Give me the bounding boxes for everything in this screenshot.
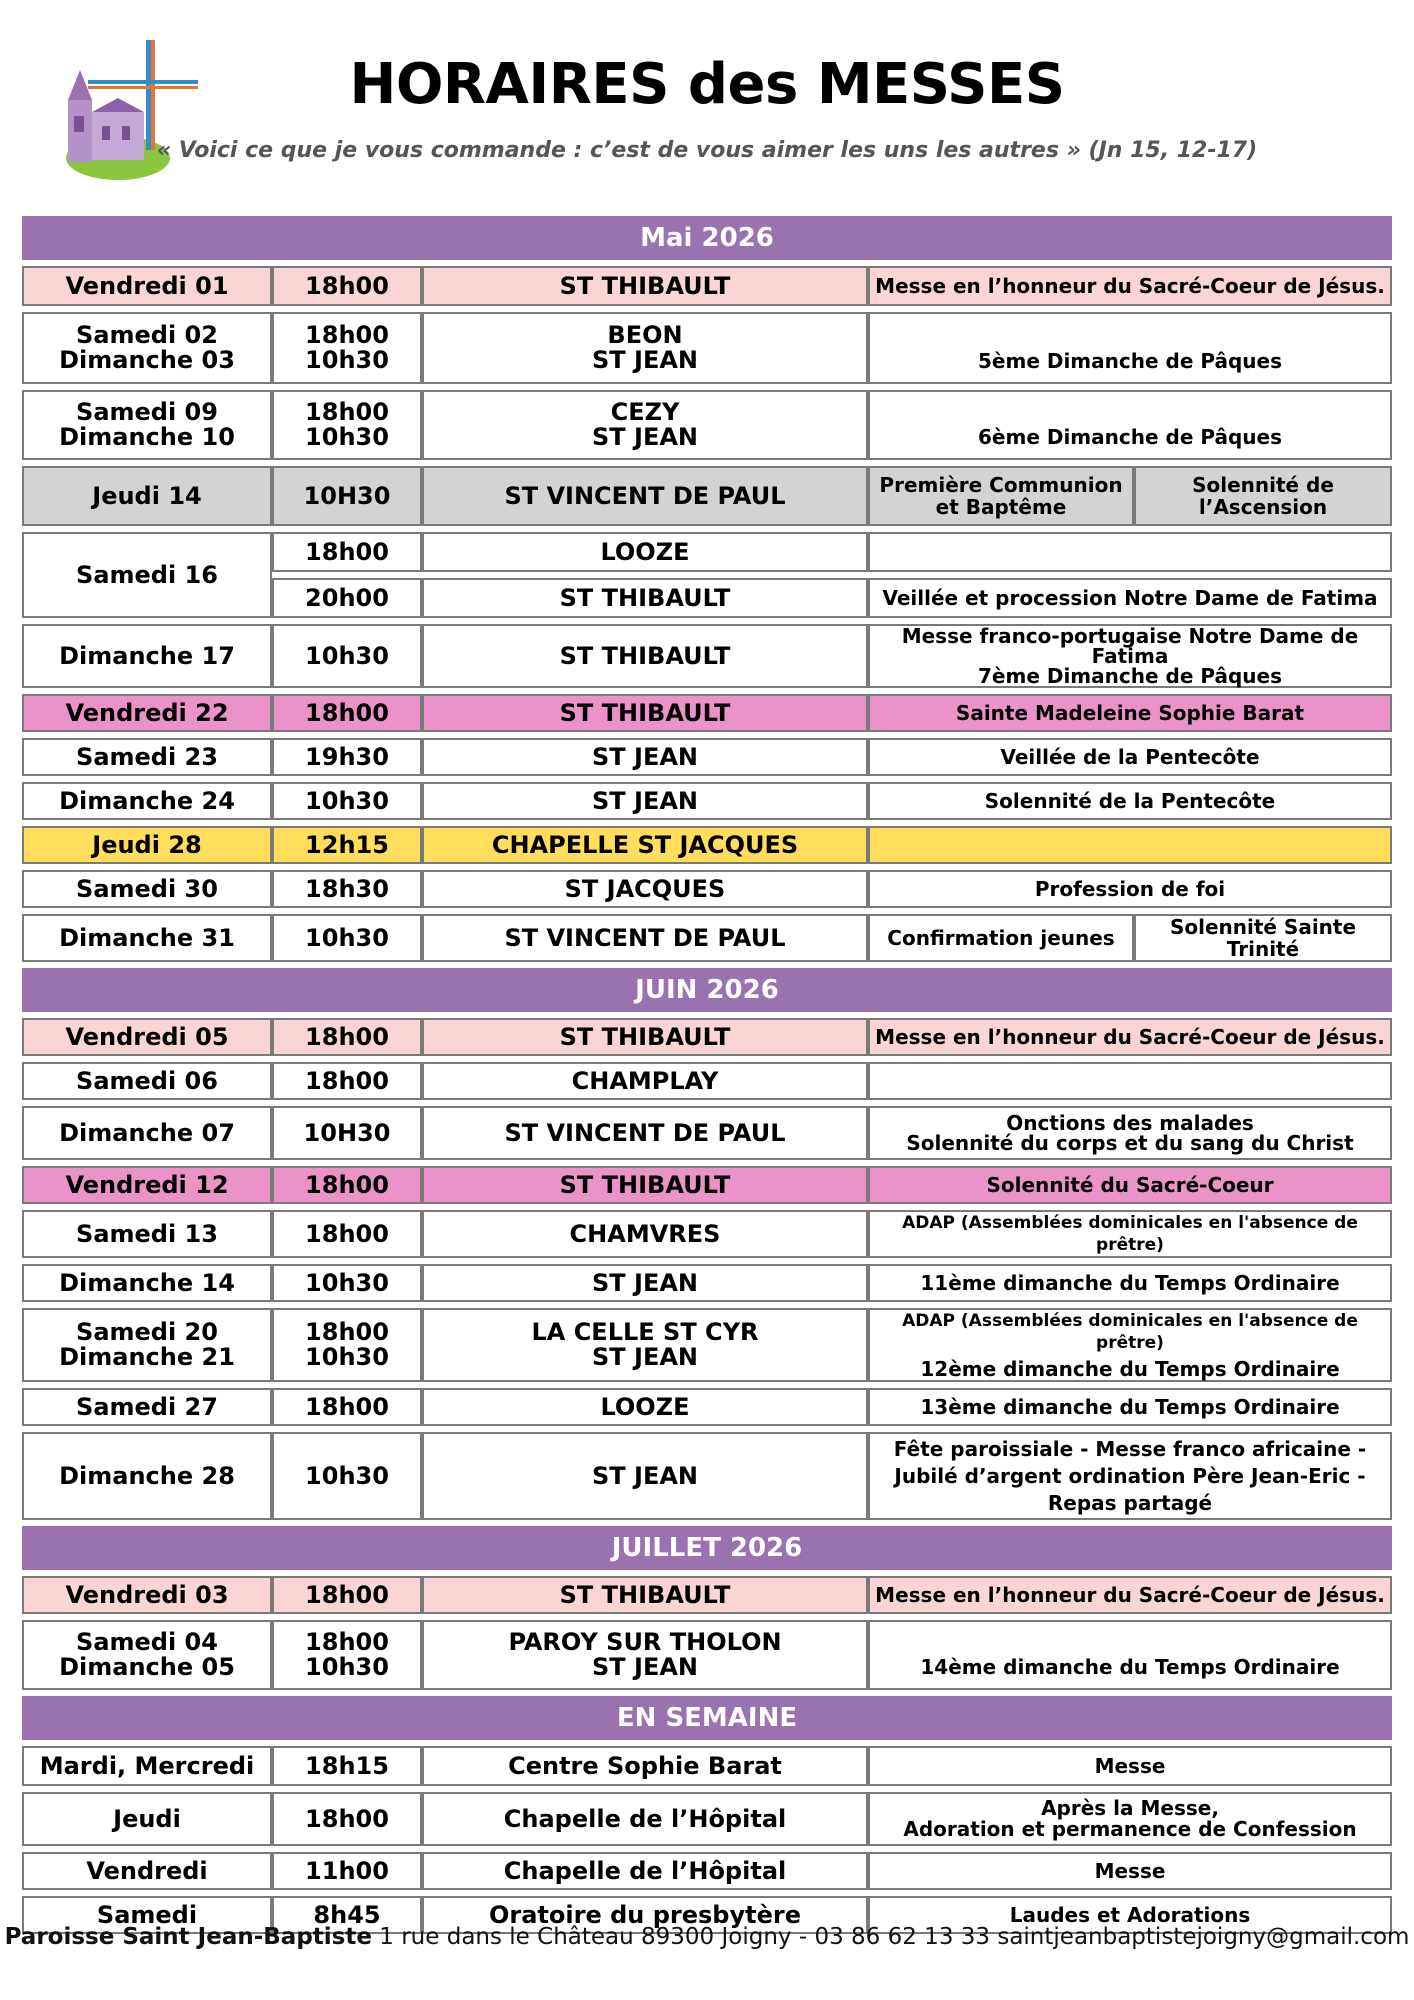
note-cell: Messe en l’honneur du Sacré-Coeur de Jésus. <box>868 1576 1392 1614</box>
note-cell: Confirmation jeunes <box>868 914 1134 962</box>
place-cell: BEON ST JEAN <box>422 312 868 384</box>
day-cell: Samedi 04 Dimanche 05 <box>22 1620 272 1690</box>
parish-name: Paroisse Saint Jean-Baptiste <box>4 1924 372 1950</box>
place-cell: CHAPELLE ST JACQUES <box>422 826 868 864</box>
place-cell: LOOZE <box>422 532 868 572</box>
time-cell: 18h00 <box>272 1210 422 1258</box>
time-cell: 18h00 <box>272 266 422 306</box>
note-cell: Messe en l’honneur du Sacré-Coeur de Jésus. <box>868 1018 1392 1056</box>
parish-address: 1 rue dans le Château 89300 Joigny - 03 86 62 13 33 saintjeanbaptistejoigny@gmail.com <box>371 1924 1410 1950</box>
note-cell: 13ème dimanche du Temps Ordinaire <box>868 1388 1392 1426</box>
time-cell: 18h00 <box>272 1166 422 1204</box>
table-row <box>22 826 1392 864</box>
table-row <box>22 1018 1392 1056</box>
day-cell: Vendredi <box>22 1852 272 1890</box>
table-row <box>22 1106 1392 1160</box>
place-cell: ST JEAN <box>422 1264 868 1302</box>
place-cell: ST THIBAULT <box>422 694 868 732</box>
day-cell: Samedi 30 <box>22 870 272 908</box>
place-cell: Chapelle de l’Hôpital <box>422 1852 868 1890</box>
table-row <box>22 1792 1392 1846</box>
day-cell: Samedi 09 Dimanche 10 <box>22 390 272 460</box>
time-cell: 12h15 <box>272 826 422 864</box>
note-cell: Sainte Madeleine Sophie Barat <box>868 694 1392 732</box>
note-cell: Veillée et procession Notre Dame de Fatima <box>868 578 1392 618</box>
time-cell: 10h30 <box>272 914 422 962</box>
place-cell: CHAMPLAY <box>422 1062 868 1100</box>
time-cell: 10h30 <box>272 624 422 688</box>
day-cell: Vendredi 22 <box>22 694 272 732</box>
time-cell: 18h00 <box>272 1576 422 1614</box>
mass-schedule-table <box>22 216 1392 1934</box>
table-row <box>22 738 1392 776</box>
place-cell: ST JACQUES <box>422 870 868 908</box>
note-cell: 5ème Dimanche de Pâques <box>868 312 1392 384</box>
place-cell: LA CELLE ST CYR ST JEAN <box>422 1308 868 1382</box>
time-cell: 18h00 <box>272 532 422 572</box>
place-cell: ST JEAN <box>422 782 868 820</box>
table-row <box>22 1308 1392 1382</box>
note-cell: Solennité du Sacré-Coeur <box>868 1166 1392 1204</box>
day-cell: Jeudi 14 <box>22 466 272 526</box>
time-cell: 10h30 <box>272 782 422 820</box>
time-cell: 18h00 <box>272 694 422 732</box>
day-cell: Dimanche 31 <box>22 914 272 962</box>
time-cell: 18h00 10h30 <box>272 312 422 384</box>
table-row <box>22 1576 1392 1614</box>
note-cell <box>868 1062 1392 1100</box>
table-row <box>22 1166 1392 1204</box>
time-cell: 11h00 <box>272 1852 422 1890</box>
day-cell: Vendredi 05 <box>22 1018 272 1056</box>
day-cell: Samedi 06 <box>22 1062 272 1100</box>
note-cell: Messe <box>868 1852 1392 1890</box>
time-cell: 18h00 10h30 <box>272 390 422 460</box>
table-row <box>22 466 1392 526</box>
table-row <box>22 1264 1392 1302</box>
time-cell: 18h30 <box>272 870 422 908</box>
table-row <box>22 390 1392 460</box>
note-cell: Après la Messe, Adoration et permanence de Confession <box>868 1792 1392 1846</box>
time-cell: 18h00 <box>272 1792 422 1846</box>
note-cell: Première Communion et Baptême <box>868 466 1134 526</box>
note-cell: Laudes et Adorations <box>868 1896 1392 1934</box>
place-cell: ST THIBAULT <box>422 1576 868 1614</box>
time-cell: 18h00 <box>272 1018 422 1056</box>
day-cell: Vendredi 01 <box>22 266 272 306</box>
time-cell: 19h30 <box>272 738 422 776</box>
note-cell: ADAP (Assemblées dominicales en l'absence de prêtre) <box>868 1210 1392 1258</box>
place-cell: Centre Sophie Barat <box>422 1746 868 1786</box>
table-row <box>22 1432 1392 1520</box>
note-cell <box>868 532 1392 572</box>
place-cell: ST THIBAULT <box>422 266 868 306</box>
time-cell: 18h15 <box>272 1746 422 1786</box>
place-cell: CEZY ST JEAN <box>422 390 868 460</box>
table-row <box>22 870 1392 908</box>
place-cell: ST VINCENT DE PAUL <box>422 914 868 962</box>
section-header-semaine: EN SEMAINE <box>22 1696 1392 1740</box>
section-header-mai: Mai 2026 <box>22 216 1392 260</box>
place-cell: Oratoire du presbytère <box>422 1896 868 1934</box>
time-cell: 18h00 <box>272 1388 422 1426</box>
page-subtitle-quote: « Voici ce que je vous commande : c’est de vous aimer les uns les autres » (Jn 15, 12-17) <box>156 138 1258 163</box>
section-header-juillet: JUILLET 2026 <box>22 1526 1392 1570</box>
day-cell: Samedi 23 <box>22 738 272 776</box>
sunday-note: 12ème dimanche du Temps Ordinaire <box>920 1357 1340 1381</box>
day-cell: Samedi 16 <box>22 532 272 618</box>
place-cell: ST VINCENT DE PAUL <box>422 1106 868 1160</box>
section-header-juin: JUIN 2026 <box>22 968 1392 1012</box>
note-cell <box>868 1308 1392 1382</box>
table-row <box>22 914 1392 962</box>
time-cell: 10H30 <box>272 1106 422 1160</box>
note-cell: Solennité de la Pentecôte <box>868 782 1392 820</box>
note-cell: Onctions des malades Solennité du corps et du sang du Christ <box>868 1106 1392 1160</box>
note-cell: Profession de foi <box>868 870 1392 908</box>
adap-note: ADAP (Assemblées dominicales en l'absence de prêtre) <box>902 1311 1358 1353</box>
place-cell: ST THIBAULT <box>422 624 868 688</box>
day-cell: Samedi 20 Dimanche 21 <box>22 1308 272 1382</box>
table-row <box>22 266 1392 306</box>
time-cell: 18h00 10h30 <box>272 1308 422 1382</box>
note-cell: Messe franco-portugaise Notre Dame de Fatima 7ème Dimanche de Pâques <box>868 624 1392 688</box>
table-row <box>22 624 1392 688</box>
table-row <box>22 532 1392 572</box>
day-cell: Mardi, Mercredi <box>22 1746 272 1786</box>
place-cell: LOOZE <box>422 1388 868 1426</box>
day-cell: Jeudi 28 <box>22 826 272 864</box>
note-cell: Solennité Sainte Trinité <box>1134 914 1392 962</box>
footer-contact <box>0 1924 1414 1950</box>
note-cell: Veillée de la Pentecôte <box>868 738 1392 776</box>
place-cell: ST VINCENT DE PAUL <box>422 466 868 526</box>
note-cell: Fête paroissiale - Messe franco africaine - Jubilé d’argent ordination Père Jean-Eric - Repas partagé <box>868 1432 1392 1520</box>
time-cell: 8h45 <box>272 1896 422 1934</box>
note-cell: Messe <box>868 1746 1392 1786</box>
note-cell: 11ème dimanche du Temps Ordinaire <box>868 1264 1392 1302</box>
note-cell: 6ème Dimanche de Pâques <box>868 390 1392 460</box>
time-cell: 10H30 <box>272 466 422 526</box>
table-row <box>22 1388 1392 1426</box>
page-title: HORAIRES des MESSES <box>349 52 1065 117</box>
place-cell: ST JEAN <box>422 738 868 776</box>
note-cell: Solennité de l’Ascension <box>1134 466 1392 526</box>
note-cell: Messe en l’honneur du Sacré-Coeur de Jésus. <box>868 266 1392 306</box>
place-cell: PAROY SUR THOLON ST JEAN <box>422 1620 868 1690</box>
note-cell: 14ème dimanche du Temps Ordinaire <box>868 1620 1392 1690</box>
table-row <box>22 1210 1392 1258</box>
table-row <box>22 1746 1392 1786</box>
day-cell: Dimanche 14 <box>22 1264 272 1302</box>
time-cell: 18h00 <box>272 1062 422 1100</box>
table-row <box>22 1062 1392 1100</box>
note-cell <box>868 826 1392 864</box>
place-cell: ST THIBAULT <box>422 578 868 618</box>
day-cell: Dimanche 28 <box>22 1432 272 1520</box>
time-cell: 18h00 10h30 <box>272 1620 422 1690</box>
table-row <box>22 1852 1392 1890</box>
day-cell: Vendredi 03 <box>22 1576 272 1614</box>
day-cell: Samedi 13 <box>22 1210 272 1258</box>
time-cell: 10h30 <box>272 1432 422 1520</box>
day-cell: Dimanche 24 <box>22 782 272 820</box>
day-cell: Jeudi <box>22 1792 272 1846</box>
place-cell: ST THIBAULT <box>422 1166 868 1204</box>
day-cell: Dimanche 07 <box>22 1106 272 1160</box>
table-row <box>22 312 1392 384</box>
table-row <box>22 782 1392 820</box>
place-cell: ST THIBAULT <box>422 1018 868 1056</box>
day-cell: Samedi 02 Dimanche 03 <box>22 312 272 384</box>
time-cell: 10h30 <box>272 1264 422 1302</box>
place-cell: ST JEAN <box>422 1432 868 1520</box>
day-cell: Samedi 27 <box>22 1388 272 1426</box>
day-cell: Samedi <box>22 1896 272 1934</box>
table-row <box>22 694 1392 732</box>
day-cell: Vendredi 12 <box>22 1166 272 1204</box>
place-cell: CHAMVRES <box>422 1210 868 1258</box>
day-cell: Dimanche 17 <box>22 624 272 688</box>
time-cell: 20h00 <box>272 578 422 618</box>
place-cell: Chapelle de l’Hôpital <box>422 1792 868 1846</box>
table-row <box>22 1620 1392 1690</box>
